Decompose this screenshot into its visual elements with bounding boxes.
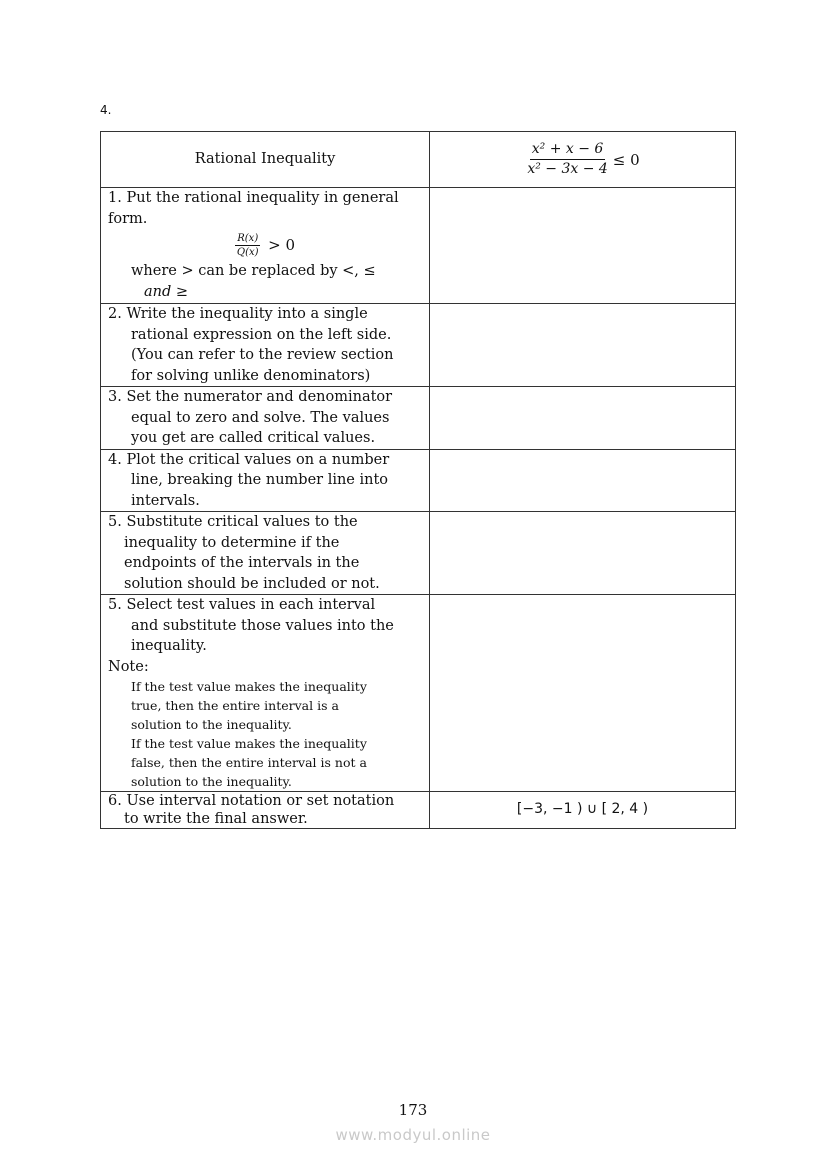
step5b-line: inequality. [131,638,207,654]
step3-answer-cell [430,387,736,450]
step5b-line: and substitute those values into the [131,617,394,634]
given-numerator: x² + x − 6 [530,140,606,160]
step6-text [101,792,430,829]
step5a-row [101,512,736,595]
general-relation: > 0 [268,236,296,255]
general-numerator: R(x) [237,233,259,244]
rational-inequality-table [100,131,736,829]
step5b-text [101,595,430,792]
step5b-answer-cell [430,595,736,792]
general-form-formula [108,232,422,259]
step3-line: 3. Set the numerator and denominator [108,389,393,405]
note-line: false, then the entire interval is not a [131,755,367,770]
step5a-line: inequality to determine if the [124,534,340,551]
step4-answer-cell [430,449,736,512]
step5a-line: solution should be included or not. [124,575,380,592]
page-number: 173 [398,1101,428,1119]
step4-line: line, breaking the number line into [131,472,389,488]
step5a-text [101,512,430,595]
header-right-cell [430,132,736,188]
step2-answer-cell [430,304,736,387]
step4-text [101,449,430,512]
watermark: www.modyul.online [335,1126,491,1144]
step1-text [101,188,430,304]
header-row [101,132,736,188]
step5a-line: endpoints of the intervals in the [124,555,360,571]
step3-row [101,387,736,450]
given-denominator: x² − 3x − 4 [527,161,608,177]
step1-line2: form. [108,210,148,227]
step3-line: you get are called critical values. [131,430,376,446]
step6-answer-cell [430,792,736,829]
step2-line: for solving unlike denominators) [131,367,371,384]
step2-text [101,304,430,387]
step6-line: 6. Use interval notation or set notation [108,793,395,809]
step6-row [101,792,736,829]
step5a-line: 5. Substitute critical values to the [108,514,358,530]
note-line: If the test value makes the inequality [131,679,367,694]
step6-line: to write the final answer. [124,811,308,827]
note-line: solution to the inequality. [131,717,292,732]
step2-line: rational expression on the left side. [131,326,392,343]
note-line: If the test value makes the inequality [131,736,367,751]
step1-line3: where > can be replaced by <, ≤ [131,263,376,279]
step3-line: equal to zero and solve. The values [131,409,390,426]
note-line: solution to the inequality. [131,774,292,789]
step3-text [101,387,430,450]
general-denominator: Q(x) [236,247,259,258]
step1-row [101,188,736,304]
step1-line4: and ≥ [144,283,189,300]
step4-line: 4. Plot the critical values on a number [108,451,390,468]
step1-answer-cell [430,188,736,304]
final-answer: [−3, −1 ) ∪ [ 2, 4 ) [516,801,649,817]
given-relation: ≤ 0 [612,150,640,169]
step4-row [101,449,736,512]
step5b-row [101,595,736,792]
step4-line: intervals. [131,492,200,509]
step2-row [101,304,736,387]
given-fraction [525,140,609,179]
step5b-line: 5. Select test values in each interval [108,597,376,613]
step1-line1: 1. Put the rational inequality in general [108,190,399,206]
header-title: Rational Inequality [194,151,336,168]
header-left-cell [101,132,430,188]
note-line: true, then the entire interval is a [131,698,339,713]
step5a-answer-cell [430,512,736,595]
note-label: Note: [108,658,149,675]
item-number: 4. [100,103,112,117]
step2-line: 2. Write the inequality into a single [108,306,368,322]
step2-line: (You can refer to the review section [131,347,394,363]
